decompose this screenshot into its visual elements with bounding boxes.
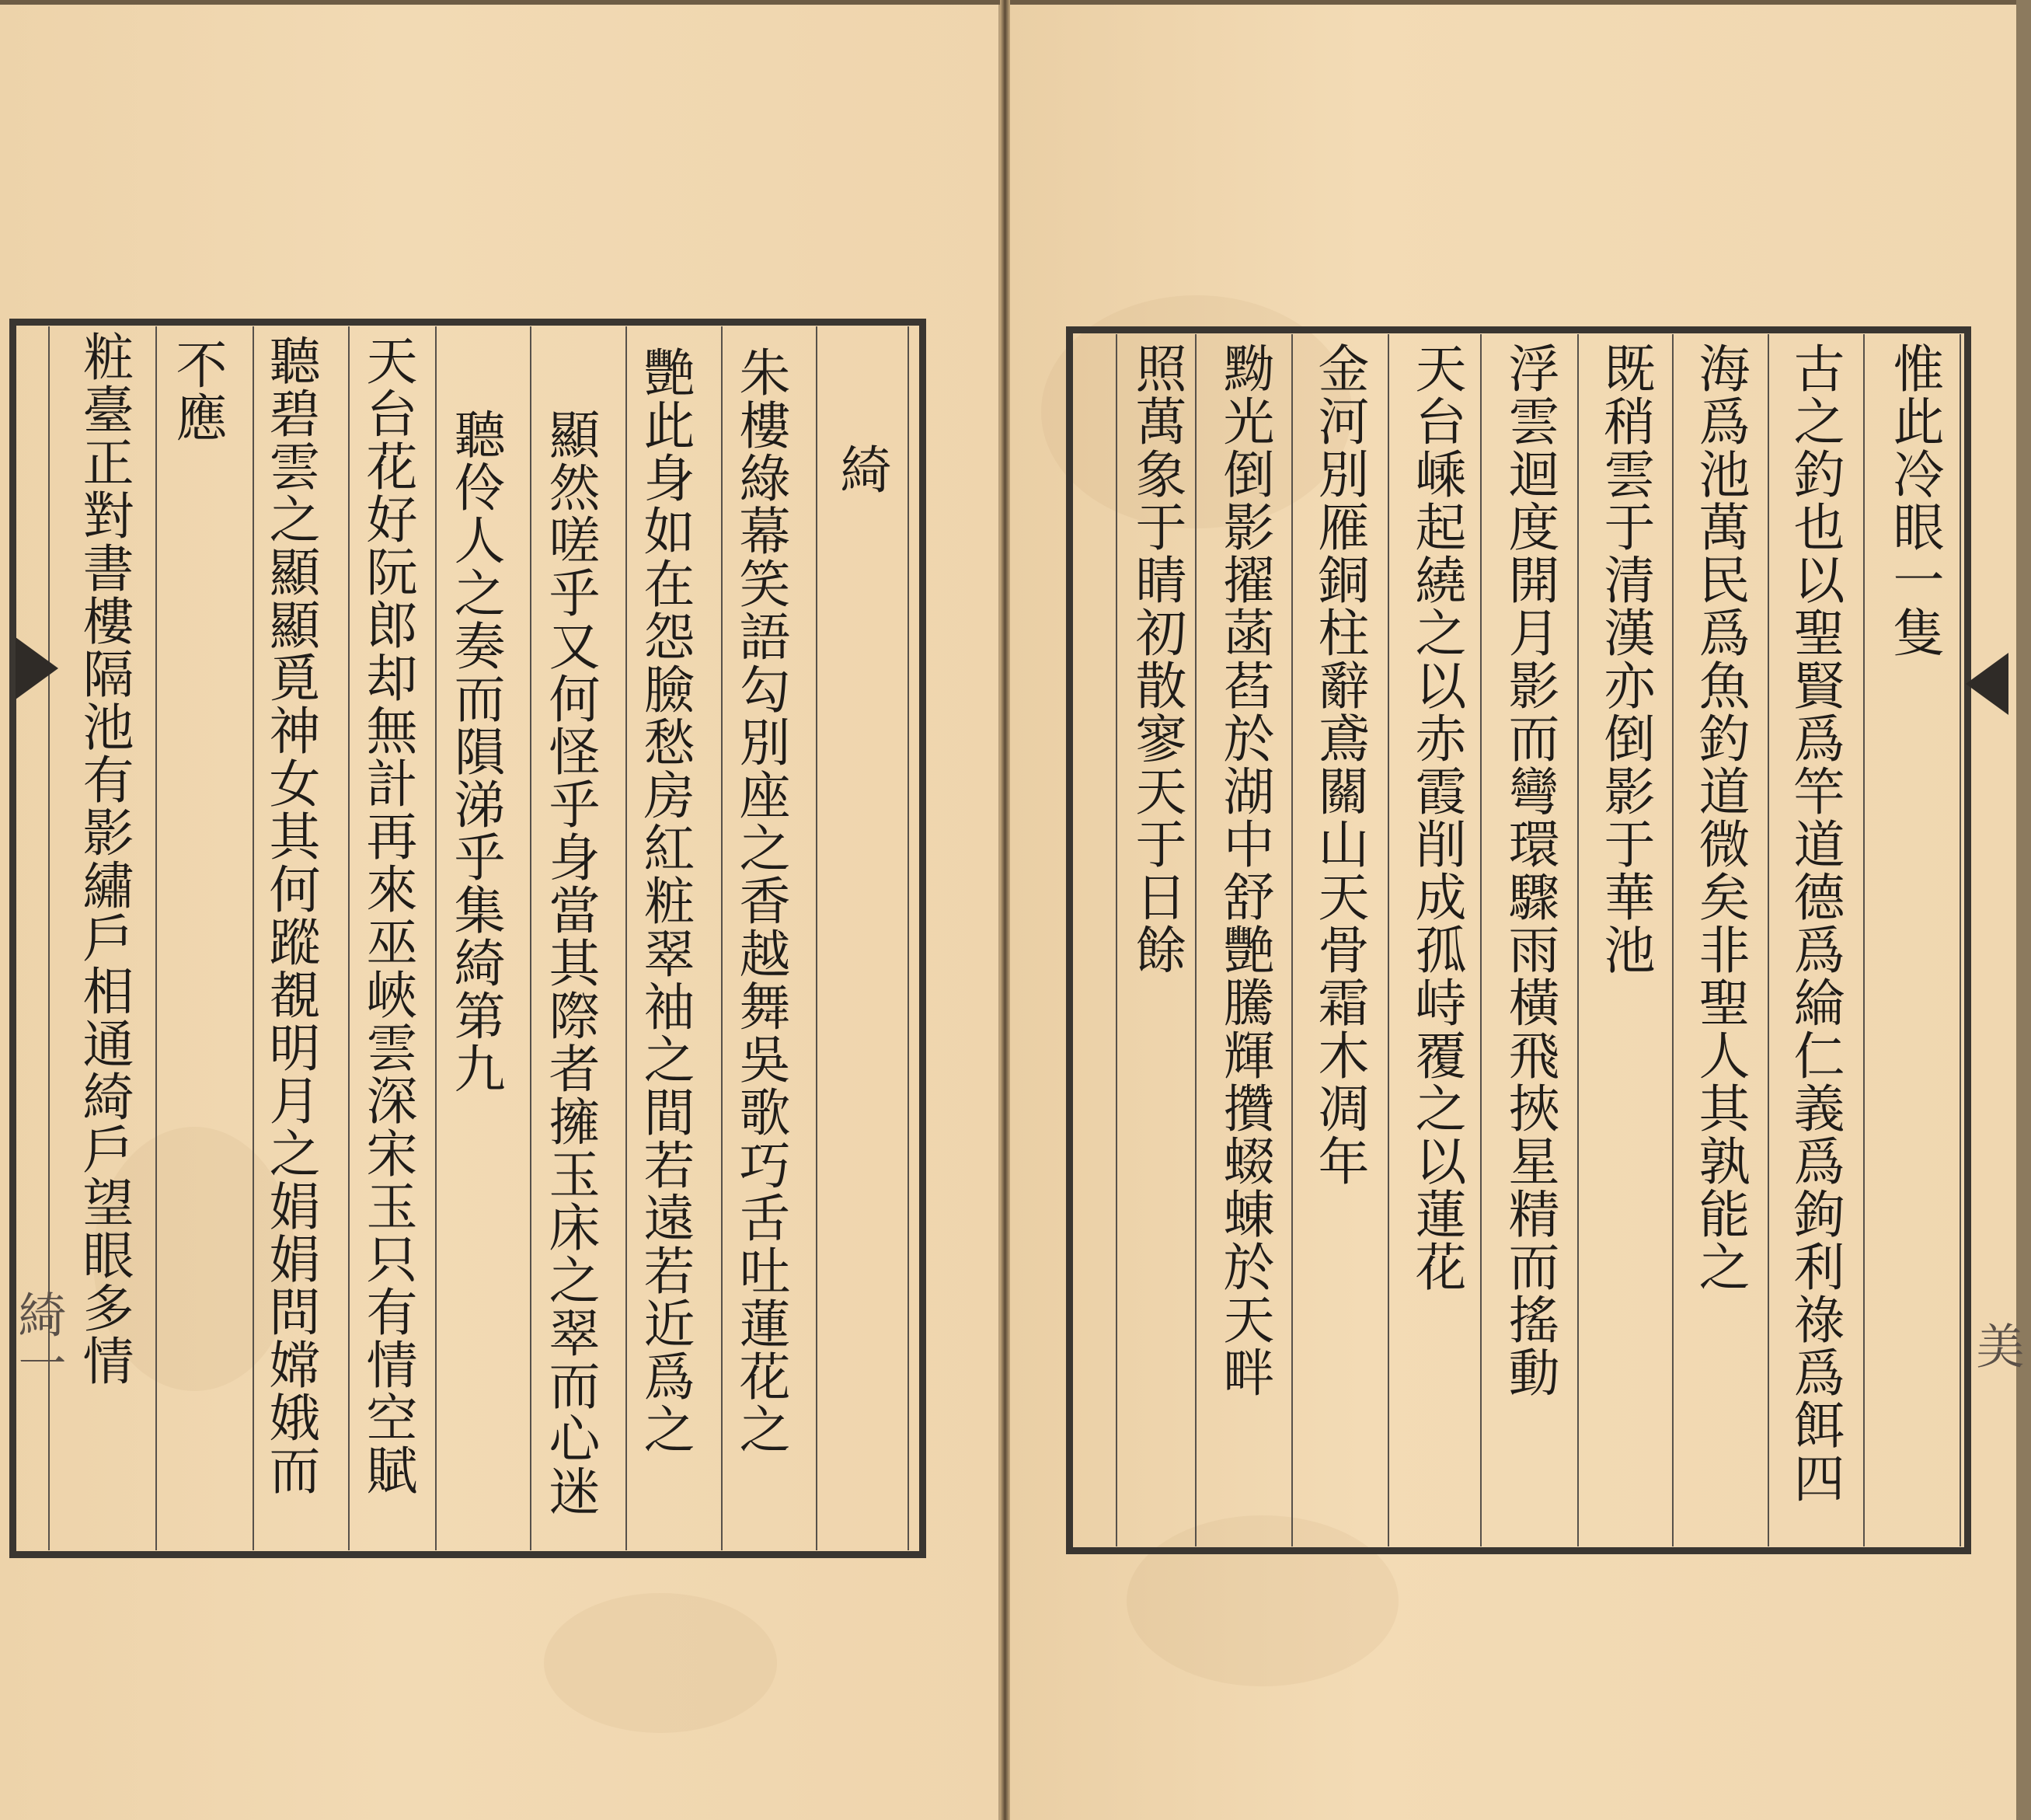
page-top-edge — [0, 0, 1000, 5]
section-heading: 綺 — [831, 443, 891, 496]
column-rule — [155, 326, 157, 1550]
column-rule — [625, 326, 627, 1550]
text-column-4: 天台花好阮郎却無計再來巫峽雲深宋玉只有情空賦 — [357, 334, 417, 1497]
column-rule — [816, 326, 817, 1550]
column-rule — [1195, 334, 1197, 1546]
column-rule — [1388, 334, 1389, 1546]
column-rule — [530, 326, 531, 1550]
margin-label: 美 — [1968, 1321, 2025, 1369]
right-page — [1010, 0, 2025, 1820]
text-column-3: 聽碧雲之顯顯覓神女其何蹤覩明月之娟娟問嫦娥而 — [260, 334, 320, 1497]
column-rule — [721, 326, 723, 1550]
text-column-5: 浮雲迴度開月影而彎環驟雨橫飛挾星精而搖動 — [1500, 342, 1559, 1399]
page-top-edge — [1010, 0, 2016, 5]
text-column-9: 惟此冷眼一隻 — [1884, 342, 1944, 659]
column-rule — [1291, 334, 1293, 1546]
text-column-8: 朱樓綠幕笑語勾別座之香越舞吳歌巧舌吐蓮花之 — [730, 346, 790, 1456]
text-column-7: 海爲池萬民爲魚釣道微矣非聖人其孰能之 — [1690, 342, 1750, 1293]
column-rule — [1768, 334, 1769, 1546]
column-rule — [1480, 334, 1482, 1546]
column-rule — [1116, 334, 1117, 1546]
column-rule — [1960, 334, 1961, 1546]
margin-label: 綺一 — [10, 1290, 67, 1386]
column-rule — [1577, 334, 1579, 1546]
fishtail-mark — [16, 637, 58, 699]
text-column-4: 天台嵊起繞之以赤霞削成孤峙覆之以蓮花 — [1406, 342, 1466, 1293]
column-rule — [253, 326, 254, 1550]
text-column-6: 顯然嗟乎又何怪乎身當其際者擁玉床之翠而心迷 — [540, 408, 600, 1518]
column-rule — [1672, 334, 1674, 1546]
book-gutter — [1000, 0, 1010, 1820]
text-column-3: 金河別雁銅柱辭鳶關山天骨霜木凋年 — [1309, 342, 1369, 1187]
fishtail-mark — [1966, 653, 2008, 715]
column-rule — [348, 326, 350, 1550]
column-rule — [908, 326, 909, 1550]
text-column-7: 艷此身如在怨臉愁房紅粧翠袖之間若遠若近爲之 — [635, 346, 695, 1456]
text-column-6: 既稍雲于清漢亦倒影于華池 — [1595, 342, 1655, 976]
text-column-1: 照萬象于睛初散寥天于日餘 — [1127, 342, 1186, 976]
text-column-2: 不應 — [167, 338, 227, 444]
left-page — [0, 0, 1000, 1820]
column-rule — [1863, 334, 1865, 1546]
text-column-5: 聽伶人之奏而隕涕乎集綺第九 — [445, 408, 505, 1095]
text-column-2: 黝光倒影擢菡萏於湖中舒艷騰輝攢蝃蝀於天畔 — [1214, 342, 1274, 1399]
column-rule — [435, 326, 437, 1550]
text-column-1: 粧臺正對書樓隔池有影繡戶相通綺戶望眼多情 — [74, 330, 134, 1387]
paper-stain — [544, 1593, 777, 1733]
text-column-8: 古之釣也以聖賢爲竿道德爲綸仁義爲鉤利祿爲餌四 — [1785, 342, 1845, 1504]
